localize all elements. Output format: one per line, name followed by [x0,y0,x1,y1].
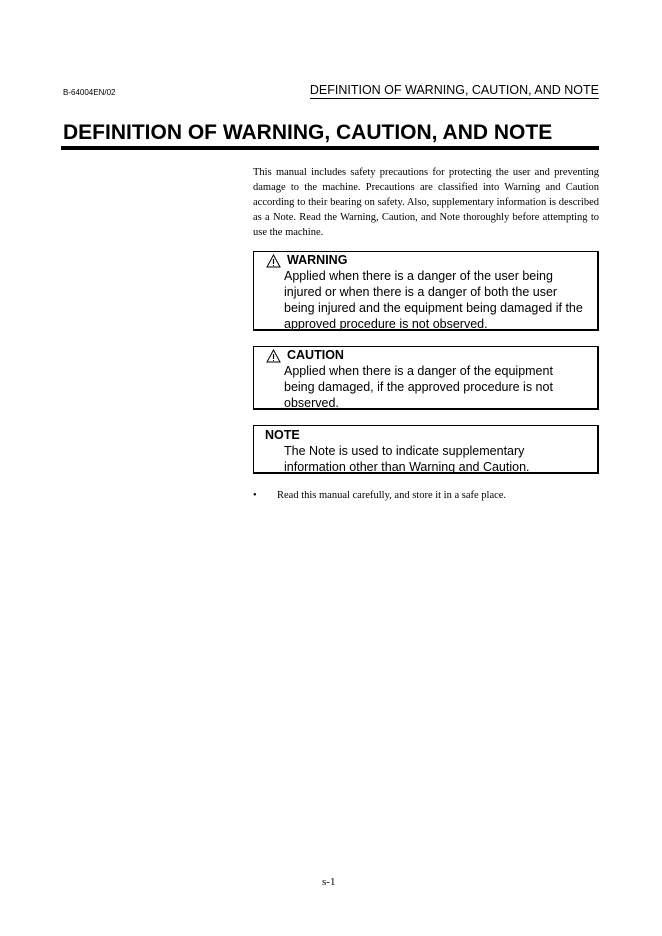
note-title: NOTE [265,428,300,442]
warning-box [253,251,599,331]
warning-text: Applied when there is a danger of the user being injured or when there is a danger of both the user being injured and the equipment being damaged if the approved procedure is not observed. [284,269,583,331]
running-header-title: DEFINITION OF WARNING, CAUTION, AND NOTE [309,83,599,97]
warning-title: WARNING [287,253,348,267]
bullet-icon: • [253,490,257,501]
note-text: The Note is used to indicate supplementary information other than Warning and Caution. [284,444,530,474]
warning-triangle-icon [266,349,281,363]
warning-heading [266,253,347,268]
caution-text: Applied when there is a danger of the equipment being damaged, if the approved procedure is not observed. [284,364,553,410]
caution-heading [266,348,344,363]
doc-code: B-64004EN/02 [63,88,116,97]
note-heading [265,428,300,443]
note-box [253,425,599,474]
page-number: s-1 [322,876,336,888]
page-title: DEFINITION OF WARNING, CAUTION, AND NOTE [63,121,553,144]
intro-paragraph: This manual includes safety precautions for protecting the user and preventing damage to the machine. Precautions are classified into Warning and Caution according to their bearing on safety. Also, supplementary information is described as a Note. Read the Warning, Caution, and Note thoroughly before attempting to use the machine. [253,167,599,238]
caution-title: CAUTION [287,348,344,362]
title-rule [61,146,599,150]
caution-box [253,346,599,410]
warning-triangle-icon [266,254,281,268]
bullet-list-item [253,490,599,501]
bullet-text: Read this manual carefully, and store it in a safe place. [277,490,507,501]
